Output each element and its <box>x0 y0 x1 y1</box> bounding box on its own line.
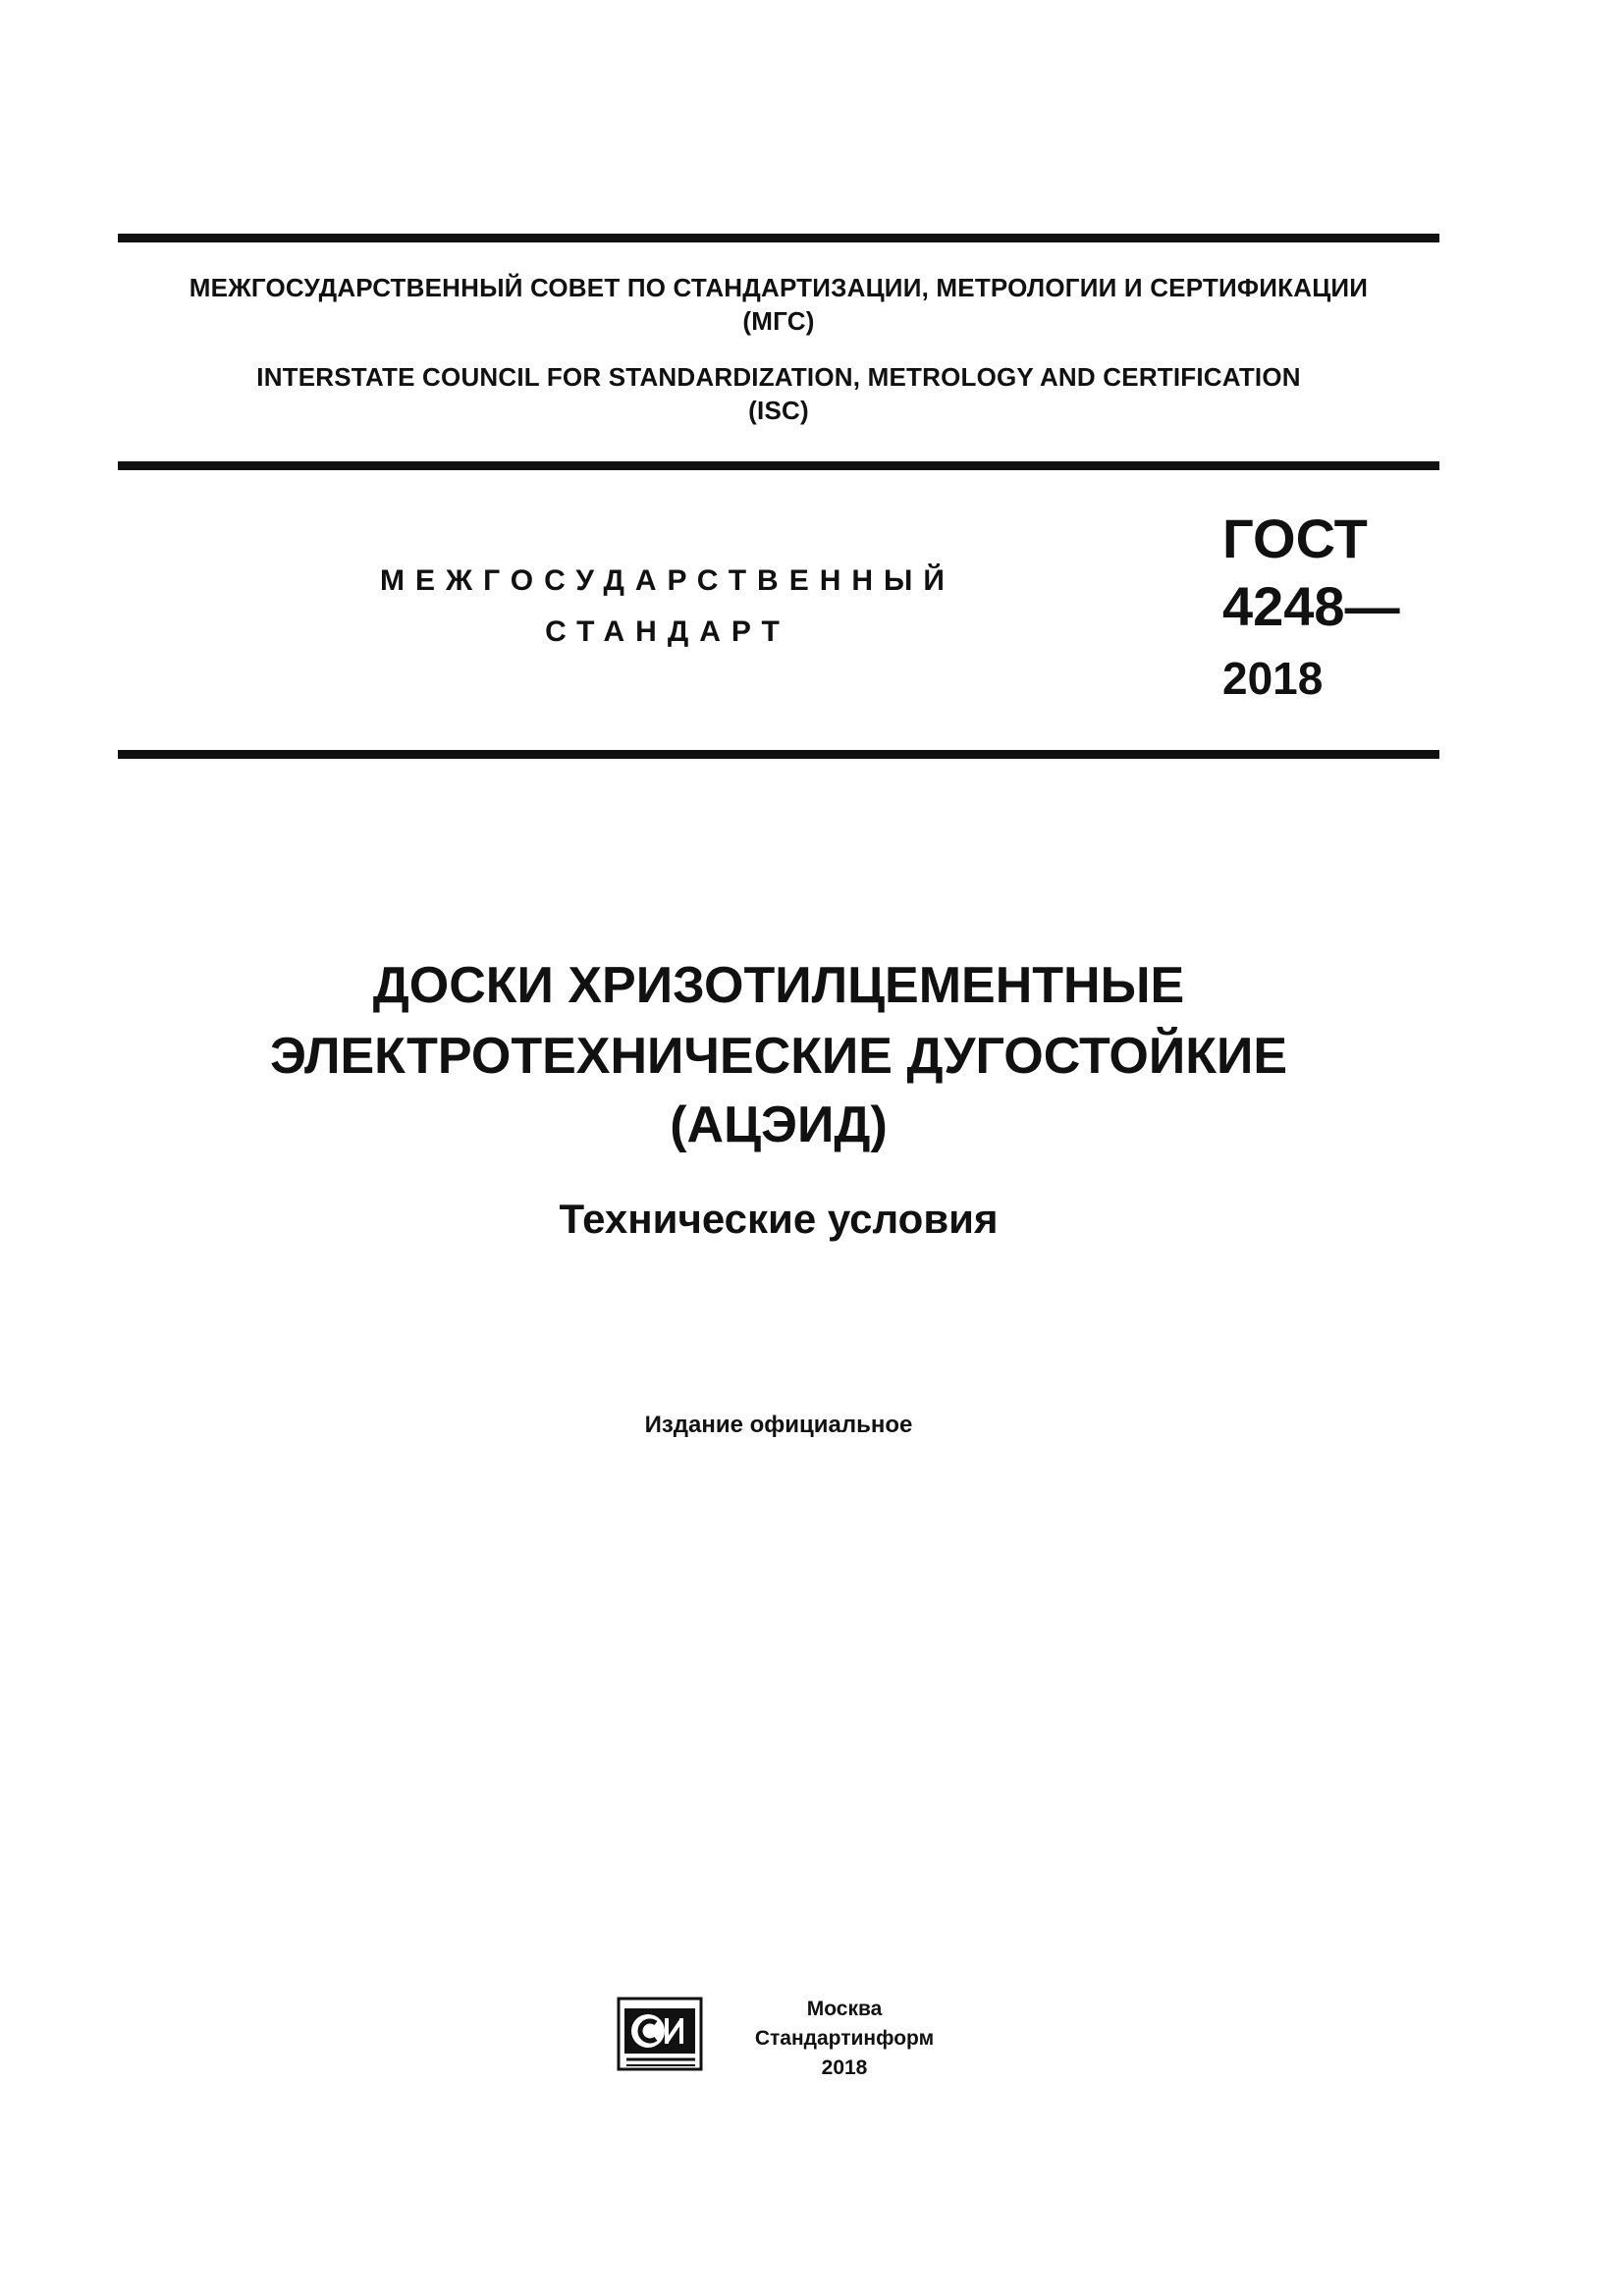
document-title-line2: ЭЛЕКТРОТЕХНИЧЕСКИЕ ДУГОСТОЙКИЕ <box>269 1028 1288 1085</box>
edition-label: Издание официальное <box>644 1412 913 1438</box>
publisher-name: Стандартинформ <box>754 2027 935 2050</box>
gost-number: 4248— <box>1222 575 1400 637</box>
publisher-city: Москва <box>806 1998 883 2020</box>
council-abbr-ru: (МГС) <box>742 306 815 336</box>
document-title-line3: (АЦЭИД) <box>670 1096 888 1153</box>
council-abbr-en: (ISC) <box>748 396 809 425</box>
document-subtitle: Технические условия <box>559 1196 999 1242</box>
document-title-line1: ДОСКИ ХРИЗОТИЛЦЕМЕНТНЫЕ <box>372 957 1185 1014</box>
standartinform-logo-icon <box>617 1997 707 2073</box>
standard-type-line2: СТАНДАРТ <box>545 615 790 648</box>
gost-year: 2018 <box>1222 653 1324 704</box>
publisher-year: 2018 <box>821 2056 868 2079</box>
lower-rule <box>118 750 1439 759</box>
council-name-en: INTERSTATE COUNCIL FOR STANDARDIZATION, METROLOGY AND CERTIFICATION <box>256 362 1301 392</box>
standard-type-line1: МЕЖГОСУДАРСТВЕННЫЙ <box>380 564 955 597</box>
council-name-ru: МЕЖГОСУДАРСТВЕННЫЙ СОВЕТ ПО СТАНДАРТИЗАЦИИ, МЕТРОЛОГИИ И СЕРТИФИКАЦИИ <box>189 273 1369 302</box>
middle-rule <box>118 461 1439 470</box>
top-rule <box>118 234 1439 242</box>
gost-label: ГОСТ <box>1222 507 1368 569</box>
